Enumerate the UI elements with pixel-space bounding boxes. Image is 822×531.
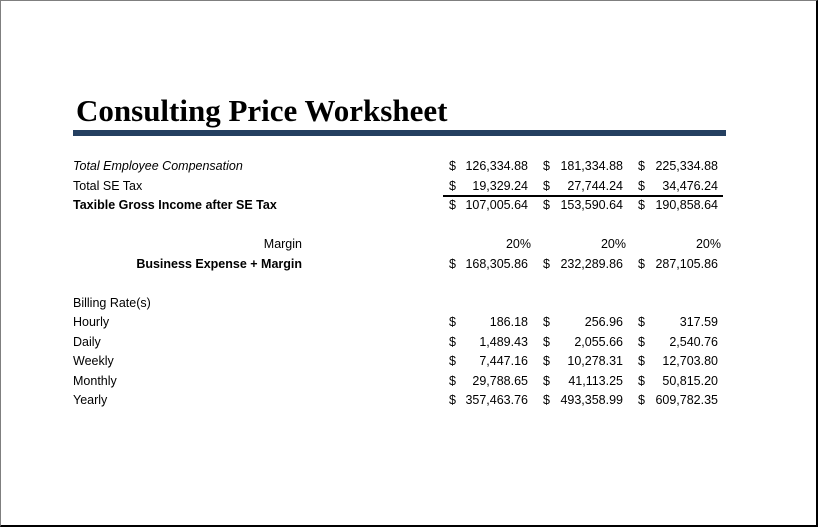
row-label: Margin: [263, 237, 302, 251]
cell-col-3[interactable]: [638, 177, 721, 197]
cell-value: 1,489.43: [479, 334, 528, 349]
cell-value: 181,334.88: [560, 159, 623, 173]
cell-value: 256.96: [584, 315, 623, 329]
cell-value: 609,782.35: [655, 393, 718, 407]
cell-value: 50,815.20: [662, 373, 718, 388]
cell-value: 168,305.86: [465, 256, 528, 271]
currency-symbol: $: [449, 393, 456, 407]
cell-col-1[interactable]: [449, 177, 531, 197]
cell-value: 493,358.99: [560, 393, 623, 407]
title-underline: [73, 130, 726, 136]
cell-col-2[interactable]: [543, 235, 626, 255]
page-title: Consulting Price Worksheet: [76, 93, 448, 128]
row-weekly: [73, 352, 723, 372]
cell-value: 12,703.80: [662, 354, 718, 368]
cell-value: 20%: [505, 237, 531, 251]
currency-symbol: $: [638, 393, 645, 407]
cell-col-1[interactable]: [449, 352, 531, 372]
cell-col-3[interactable]: [638, 255, 721, 275]
cell-col-3[interactable]: [638, 352, 721, 372]
cell-value: 20%: [600, 237, 626, 251]
cell-value: 27,744.24: [567, 178, 623, 193]
currency-symbol: $: [449, 373, 456, 388]
currency-symbol: $: [449, 256, 456, 271]
row-label: Hourly: [73, 315, 110, 329]
cell-col-3[interactable]: [638, 391, 721, 411]
cell-value: 7,447.16: [479, 354, 528, 368]
cell-col-2[interactable]: [543, 352, 626, 372]
currency-symbol: $: [449, 159, 456, 173]
row-label: Daily: [73, 334, 101, 349]
cell-col-2[interactable]: [543, 255, 626, 275]
currency-symbol: $: [543, 178, 550, 193]
row-billing-rates-header: [73, 294, 723, 314]
blank-row: [73, 274, 723, 294]
cell-col-1[interactable]: [449, 196, 531, 216]
cell-value: 287,105.86: [655, 256, 718, 271]
currency-symbol: $: [543, 315, 550, 329]
currency-symbol: $: [543, 334, 550, 349]
currency-symbol: $: [543, 354, 550, 368]
cell-col-1[interactable]: [449, 157, 531, 177]
row-total-se-tax: [73, 177, 723, 197]
cell-col-2[interactable]: [543, 333, 626, 353]
currency-symbol: $: [543, 393, 550, 407]
cell-col-3[interactable]: [638, 333, 721, 353]
cell-col-2[interactable]: [543, 157, 626, 177]
cell-value: 232,289.86: [560, 256, 623, 271]
cell-value: 29,788.65: [472, 373, 528, 388]
row-label: Yearly: [73, 393, 108, 407]
cell-value: 190,858.64: [655, 198, 718, 212]
cell-value: 317.59: [679, 315, 718, 329]
row-daily: [73, 333, 723, 353]
cell-value: 19,329.24: [472, 178, 528, 193]
row-label: Business Expense + Margin: [136, 256, 302, 271]
row-label: Weekly: [73, 354, 114, 368]
cell-col-3[interactable]: [638, 313, 721, 333]
currency-symbol: $: [543, 159, 550, 173]
cell-value: 357,463.76: [465, 393, 528, 407]
cell-col-2[interactable]: [543, 313, 626, 333]
currency-symbol: $: [638, 354, 645, 368]
row-label: Monthly: [73, 373, 117, 388]
blank-row: [73, 216, 723, 236]
cell-col-3[interactable]: [638, 196, 721, 216]
currency-symbol: $: [638, 178, 645, 193]
cell-value: 153,590.64: [560, 198, 623, 212]
cell-col-1[interactable]: [449, 255, 531, 275]
row-label: Taxible Gross Income after SE Tax: [73, 198, 277, 212]
currency-symbol: $: [449, 334, 456, 349]
cell-col-2[interactable]: [543, 177, 626, 197]
cell-col-1[interactable]: [449, 235, 531, 255]
cell-col-2[interactable]: [543, 196, 626, 216]
cell-col-2[interactable]: [543, 391, 626, 411]
currency-symbol: $: [543, 373, 550, 388]
cell-col-3[interactable]: [638, 235, 721, 255]
currency-symbol: $: [638, 334, 645, 349]
row-label: Total SE Tax: [73, 178, 143, 193]
cell-value: 41,113.25: [568, 373, 623, 388]
cell-col-1[interactable]: [449, 391, 531, 411]
cell-value: 20%: [695, 237, 721, 251]
worksheet-table: [73, 157, 723, 411]
cell-col-2[interactable]: [543, 372, 626, 392]
row-label: Total Employee Compensation: [73, 159, 243, 173]
currency-symbol: $: [449, 315, 456, 329]
cell-value: 34,476.24: [662, 178, 718, 193]
cell-value: 2,055.66: [574, 334, 623, 349]
currency-symbol: $: [638, 315, 645, 329]
cell-value: 107,005.64: [465, 198, 528, 212]
row-taxible-gross-income: [73, 196, 723, 216]
row-margin: [73, 235, 723, 255]
cell-col-1[interactable]: [449, 313, 531, 333]
cell-value: 10,278.31: [567, 354, 623, 368]
currency-symbol: $: [543, 198, 550, 212]
currency-symbol: $: [638, 373, 645, 388]
row-yearly: [73, 391, 723, 411]
row-business-expense-margin: [73, 255, 723, 275]
currency-symbol: $: [638, 198, 645, 212]
cell-value: 126,334.88: [465, 159, 528, 173]
cell-col-3[interactable]: [638, 157, 721, 177]
section-label: Billing Rate(s): [73, 295, 151, 310]
row-monthly: [73, 372, 723, 392]
currency-symbol: $: [638, 256, 645, 271]
cell-col-1[interactable]: [449, 372, 531, 392]
cell-value: 186.18: [489, 315, 528, 329]
row-total-employee-compensation: [73, 157, 723, 177]
cell-col-1[interactable]: [449, 333, 531, 353]
currency-symbol: $: [449, 198, 456, 212]
currency-symbol: $: [449, 354, 456, 368]
row-hourly: [73, 313, 723, 333]
currency-symbol: $: [543, 256, 550, 271]
cell-col-3[interactable]: [638, 372, 721, 392]
cell-value: 2,540.76: [669, 334, 718, 349]
currency-symbol: $: [638, 159, 645, 173]
cell-value: 225,334.88: [655, 159, 718, 173]
currency-symbol: $: [449, 178, 456, 193]
